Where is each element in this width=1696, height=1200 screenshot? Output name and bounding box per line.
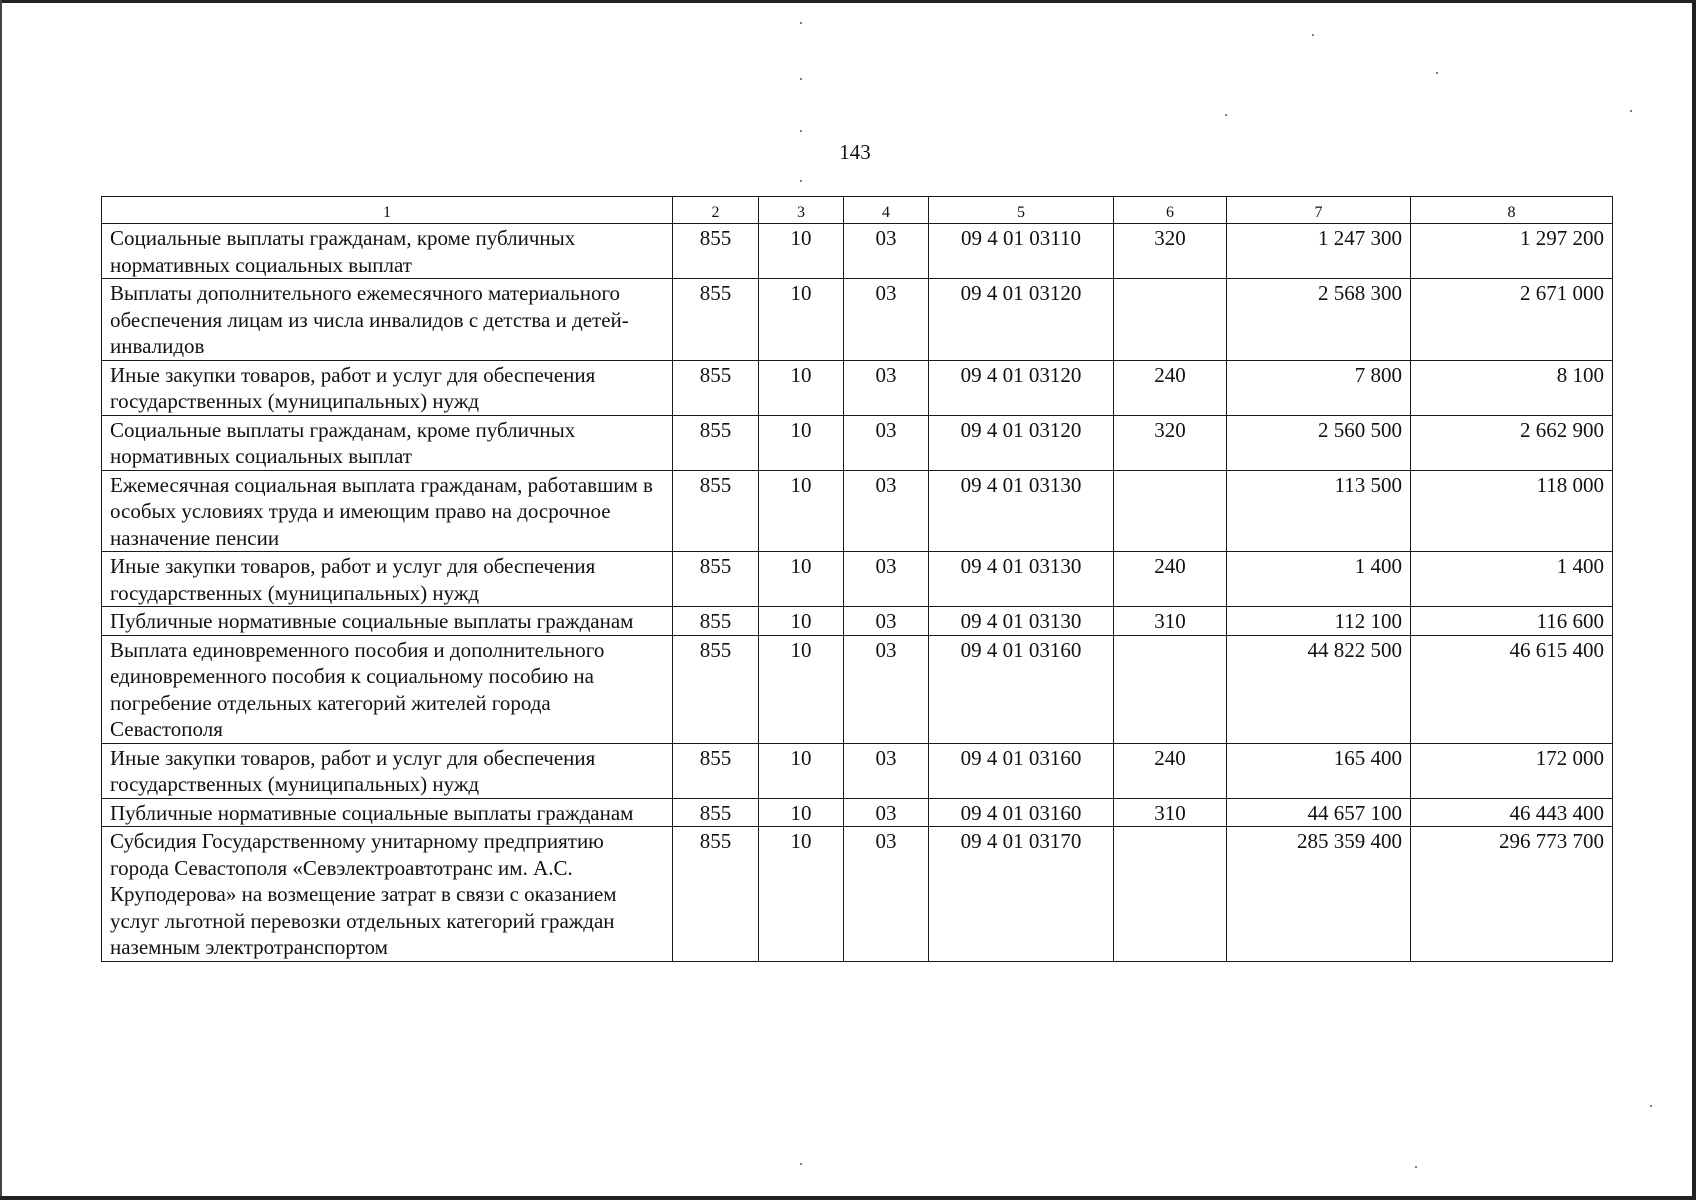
- scan-border-bottom: [0, 1196, 1696, 1200]
- amount-col8: 296 773 700: [1411, 827, 1613, 962]
- expense-type-code: [1114, 827, 1227, 962]
- target-article-code: 09 4 01 03110: [929, 224, 1114, 279]
- amount-col7: 44 822 500: [1227, 635, 1411, 743]
- expense-name: Публичные нормативные социальные выплаты гражданам: [102, 607, 673, 636]
- scan-speck: [1650, 1105, 1652, 1107]
- expense-type-code: 310: [1114, 798, 1227, 827]
- amount-col8: 118 000: [1411, 470, 1613, 552]
- target-article-code: 09 4 01 03170: [929, 827, 1114, 962]
- table-row: [102, 607, 1613, 636]
- scan-speck: [800, 180, 802, 182]
- scan-speck: [1436, 72, 1438, 74]
- column-header: 7: [1227, 197, 1411, 224]
- subsection-code: 03: [844, 552, 929, 607]
- table-row: [102, 224, 1613, 279]
- budget-table: [101, 196, 1613, 962]
- table-row: [102, 552, 1613, 607]
- expense-name: Социальные выплаты гражданам, кроме публичных нормативных социальных выплат: [102, 224, 673, 279]
- scan-speck: [800, 130, 802, 132]
- column-header: 6: [1114, 197, 1227, 224]
- amount-col8: 1 297 200: [1411, 224, 1613, 279]
- subsection-code: 03: [844, 360, 929, 415]
- column-header: 8: [1411, 197, 1613, 224]
- target-article-code: 09 4 01 03130: [929, 552, 1114, 607]
- expense-name: Социальные выплаты гражданам, кроме публичных нормативных социальных выплат: [102, 415, 673, 470]
- section-code: 10: [759, 279, 844, 361]
- department-code: 855: [673, 827, 759, 962]
- amount-col7: 113 500: [1227, 470, 1411, 552]
- amount-col8: 1 400: [1411, 552, 1613, 607]
- department-code: 855: [673, 798, 759, 827]
- scan-border-top: [0, 0, 1696, 3]
- amount-col7: 285 359 400: [1227, 827, 1411, 962]
- scan-speck: [1415, 1166, 1417, 1168]
- section-code: 10: [759, 470, 844, 552]
- department-code: 855: [673, 635, 759, 743]
- column-header: 5: [929, 197, 1114, 224]
- target-article-code: 09 4 01 03120: [929, 279, 1114, 361]
- department-code: 855: [673, 279, 759, 361]
- amount-col7: 1 247 300: [1227, 224, 1411, 279]
- column-header: 1: [102, 197, 673, 224]
- target-article-code: 09 4 01 03160: [929, 635, 1114, 743]
- expense-type-code: 240: [1114, 360, 1227, 415]
- scan-border-right: [1692, 0, 1696, 1200]
- expense-type-code: [1114, 279, 1227, 361]
- subsection-code: 03: [844, 827, 929, 962]
- amount-col7: 44 657 100: [1227, 798, 1411, 827]
- scan-border-left: [0, 0, 2, 1200]
- subsection-code: 03: [844, 415, 929, 470]
- table-row: [102, 827, 1613, 962]
- department-code: 855: [673, 415, 759, 470]
- table-row: [102, 635, 1613, 743]
- expense-name: Иные закупки товаров, работ и услуг для обеспечения государственных (муниципальных) нужд: [102, 743, 673, 798]
- subsection-code: 03: [844, 607, 929, 636]
- scan-speck: [800, 78, 802, 80]
- section-code: 10: [759, 224, 844, 279]
- target-article-code: 09 4 01 03120: [929, 360, 1114, 415]
- column-header: 4: [844, 197, 929, 224]
- scan-speck: [1225, 114, 1227, 116]
- expense-name: Иные закупки товаров, работ и услуг для обеспечения государственных (муниципальных) нужд: [102, 552, 673, 607]
- table-header-row: [102, 197, 1613, 224]
- table-row: [102, 415, 1613, 470]
- expense-type-code: 310: [1114, 607, 1227, 636]
- page-number: 143: [839, 140, 871, 164]
- scan-speck: [800, 1163, 802, 1165]
- subsection-code: 03: [844, 470, 929, 552]
- expense-type-code: 320: [1114, 415, 1227, 470]
- section-code: 10: [759, 635, 844, 743]
- column-header: 3: [759, 197, 844, 224]
- table-row: [102, 360, 1613, 415]
- amount-col8: 46 615 400: [1411, 635, 1613, 743]
- department-code: 855: [673, 470, 759, 552]
- section-code: 10: [759, 798, 844, 827]
- department-code: 855: [673, 360, 759, 415]
- expense-name: Выплаты дополнительного ежемесячного материального обеспечения лицам из числа инвалидов с детства и детей-инвалидов: [102, 279, 673, 361]
- expense-name: Иные закупки товаров, работ и услуг для обеспечения государственных (муниципальных) нужд: [102, 360, 673, 415]
- section-code: 10: [759, 743, 844, 798]
- section-code: 10: [759, 827, 844, 962]
- section-code: 10: [759, 607, 844, 636]
- scan-speck: [1630, 110, 1632, 112]
- expense-type-code: 320: [1114, 224, 1227, 279]
- subsection-code: 03: [844, 798, 929, 827]
- section-code: 10: [759, 415, 844, 470]
- scan-speck: [1312, 34, 1314, 36]
- department-code: 855: [673, 607, 759, 636]
- subsection-code: 03: [844, 635, 929, 743]
- column-header: 2: [673, 197, 759, 224]
- department-code: 855: [673, 224, 759, 279]
- target-article-code: 09 4 01 03160: [929, 798, 1114, 827]
- amount-col7: 2 560 500: [1227, 415, 1411, 470]
- expense-type-code: [1114, 635, 1227, 743]
- amount-col8: 2 662 900: [1411, 415, 1613, 470]
- expense-type-code: [1114, 470, 1227, 552]
- expense-name: Публичные нормативные социальные выплаты гражданам: [102, 798, 673, 827]
- target-article-code: 09 4 01 03130: [929, 607, 1114, 636]
- department-code: 855: [673, 743, 759, 798]
- table-row: [102, 798, 1613, 827]
- subsection-code: 03: [844, 279, 929, 361]
- amount-col8: 8 100: [1411, 360, 1613, 415]
- amount-col8: 116 600: [1411, 607, 1613, 636]
- target-article-code: 09 4 01 03130: [929, 470, 1114, 552]
- amount-col7: 165 400: [1227, 743, 1411, 798]
- amount-col7: 7 800: [1227, 360, 1411, 415]
- expense-type-code: 240: [1114, 552, 1227, 607]
- expense-name: Субсидия Государственному унитарному предприятию города Севастополя «Севэлектроавтотранс им. А.С. Круподерова» на возмещение затрат в связи с оказанием услуг льготной перевозки отдельных категорий граждан наземным электротранспортом: [102, 827, 673, 962]
- target-article-code: 09 4 01 03160: [929, 743, 1114, 798]
- amount-col8: 172 000: [1411, 743, 1613, 798]
- section-code: 10: [759, 552, 844, 607]
- amount-col7: 2 568 300: [1227, 279, 1411, 361]
- amount-col7: 1 400: [1227, 552, 1411, 607]
- expense-name: Ежемесячная социальная выплата гражданам, работавшим в особых условиях труда и имеющим право на досрочное назначение пенсии: [102, 470, 673, 552]
- section-code: 10: [759, 360, 844, 415]
- table-row: [102, 279, 1613, 361]
- expense-type-code: 240: [1114, 743, 1227, 798]
- expense-name: Выплата единовременного пособия и дополнительного единовременного пособия к социальному пособию на погребение отдельных категорий жителей города Севастополя: [102, 635, 673, 743]
- amount-col7: 112 100: [1227, 607, 1411, 636]
- subsection-code: 03: [844, 743, 929, 798]
- subsection-code: 03: [844, 224, 929, 279]
- table-row: [102, 470, 1613, 552]
- department-code: 855: [673, 552, 759, 607]
- scan-speck: [800, 22, 802, 24]
- target-article-code: 09 4 01 03120: [929, 415, 1114, 470]
- amount-col8: 2 671 000: [1411, 279, 1613, 361]
- table-row: [102, 743, 1613, 798]
- amount-col8: 46 443 400: [1411, 798, 1613, 827]
